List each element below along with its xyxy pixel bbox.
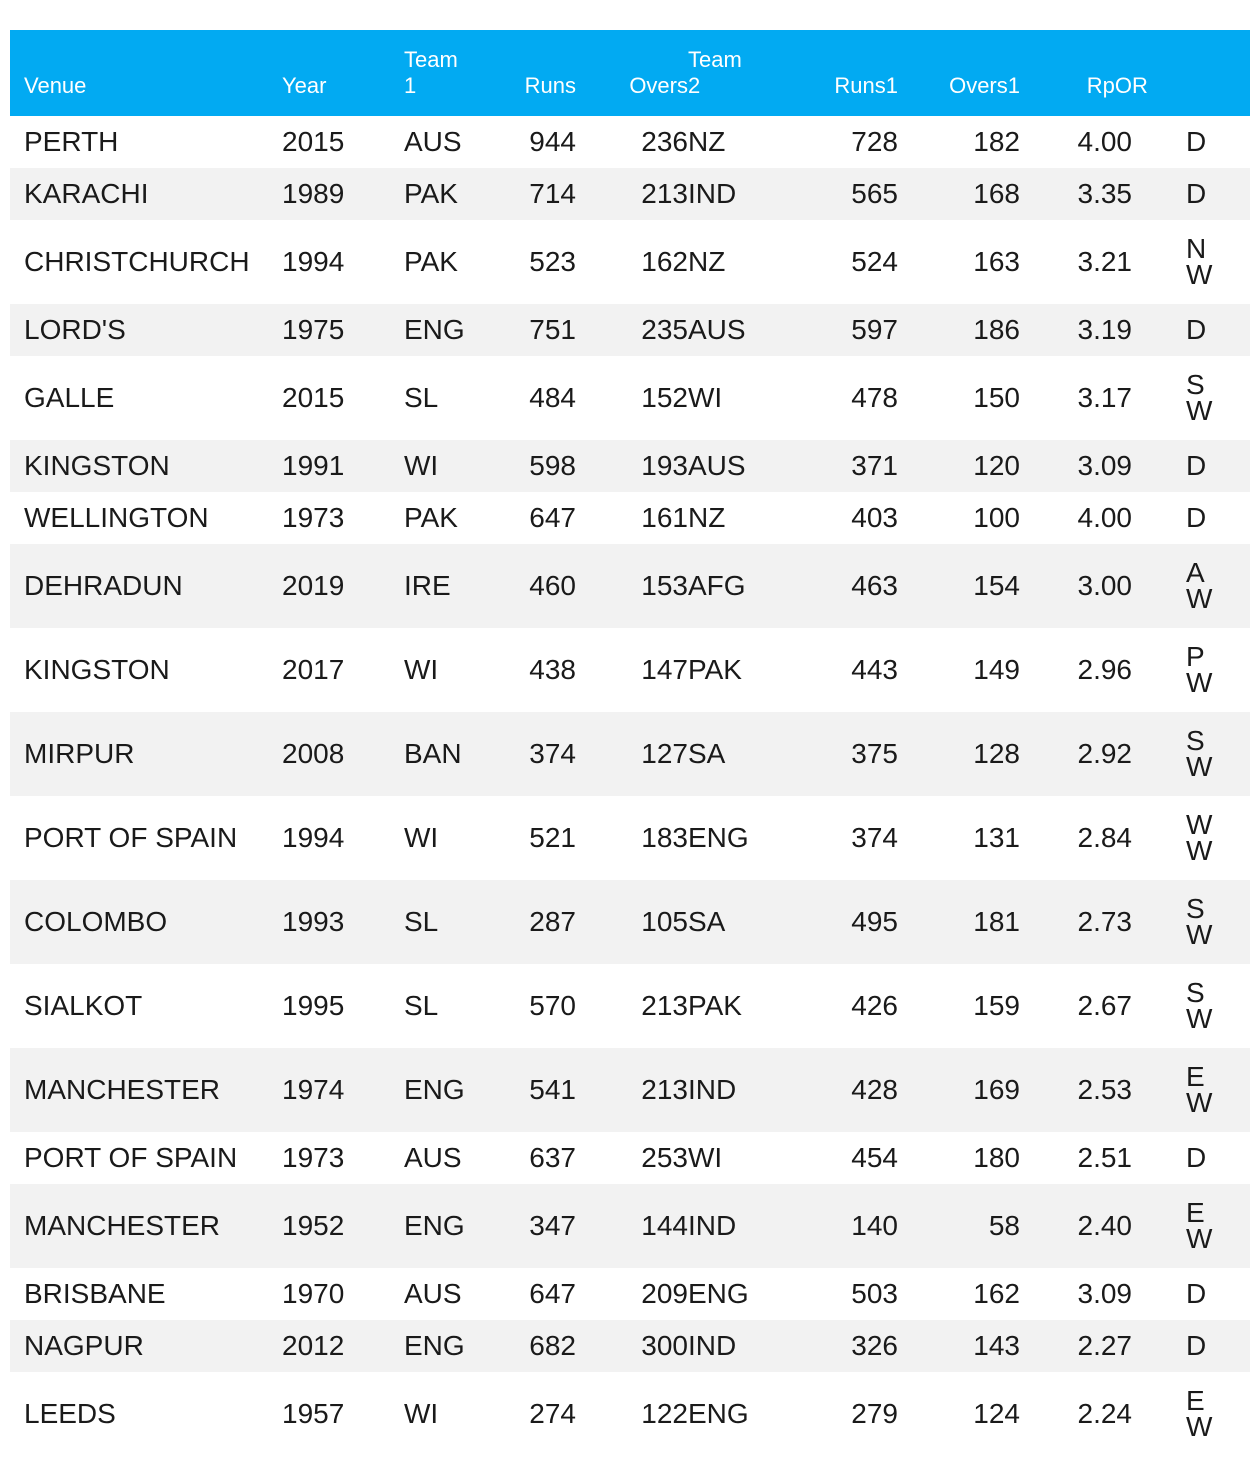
- result-text: W: [1186, 1003, 1213, 1034]
- table-cell-venue: LEEDS: [24, 1398, 116, 1429]
- table-cell-team1: PAK: [404, 246, 458, 277]
- result-text: D: [1186, 126, 1207, 157]
- table-cell-team1: AUS: [404, 1278, 462, 1309]
- table-cell-team1: SL: [404, 990, 439, 1021]
- table-cell-venue: LORD'S: [24, 314, 126, 345]
- table-row: [10, 1184, 1250, 1268]
- table-cell-overs1: 154: [973, 570, 1020, 601]
- table-cell-year: 1974: [282, 1074, 345, 1105]
- table-cell-year: 1989: [282, 178, 345, 209]
- table-cell-overs: 209: [641, 1278, 688, 1309]
- table-cell-result: [1132, 880, 1250, 964]
- table-cell-year: 1973: [282, 502, 345, 533]
- table-cell-overs1: 163: [973, 246, 1020, 277]
- table-cell-rpo: 3.09: [1077, 1278, 1132, 1309]
- table-cell-venue: WELLINGTON: [24, 502, 209, 533]
- table-cell-runs: 682: [529, 1330, 576, 1361]
- result-text: W: [1186, 259, 1213, 290]
- table-cell-overs: 183: [641, 822, 688, 853]
- table-cell-runs1: 326: [851, 1330, 898, 1361]
- table-cell-runs: 438: [529, 654, 576, 685]
- result-text: P: [1186, 641, 1205, 672]
- table-cell-rpo: 2.67: [1077, 990, 1132, 1021]
- table-cell-result: [1132, 1268, 1250, 1320]
- table-cell-overs: 144: [641, 1210, 688, 1241]
- table-cell-runs1: 428: [851, 1074, 898, 1105]
- table-cell-runs: 374: [529, 738, 576, 769]
- table-cell-venue: CHRISTCHURCH: [24, 246, 250, 277]
- column-header: Overs1: [949, 73, 1020, 98]
- table-cell-runs1: 728: [851, 126, 898, 157]
- table-cell-team2: NZ: [688, 502, 726, 533]
- result-text: W: [1186, 1411, 1213, 1442]
- table-cell-overs: 153: [641, 570, 688, 601]
- table-cell-runs1: 443: [851, 654, 898, 685]
- table-cell-overs1: 186: [973, 314, 1020, 345]
- table-cell-result: [1132, 1132, 1250, 1184]
- table-cell-overs1: 162: [973, 1278, 1020, 1309]
- table-row: [10, 492, 1250, 544]
- table-cell-team2: IND: [688, 1074, 737, 1105]
- table-cell-runs: 347: [529, 1210, 576, 1241]
- table-cell-rpo: 4.00: [1077, 502, 1132, 533]
- table-cell-team2: SA: [688, 738, 726, 769]
- table-cell-overs: 253: [641, 1142, 688, 1173]
- table-cell-result: [1132, 1320, 1250, 1372]
- table-cell-venue: PERTH: [24, 126, 119, 157]
- table-cell-overs: 147: [641, 654, 688, 685]
- table-cell-team2: AUS: [688, 450, 746, 481]
- result-text: D: [1186, 1330, 1207, 1361]
- table-cell-result: [1132, 1372, 1250, 1456]
- table-cell-overs: 127: [641, 738, 688, 769]
- result-text: N: [1186, 233, 1207, 264]
- table-row: [10, 1320, 1250, 1372]
- result-text: W: [1186, 809, 1213, 840]
- table-cell-team1: ENG: [404, 314, 465, 345]
- table-row: [10, 1268, 1250, 1320]
- table-cell-result: [1132, 1048, 1250, 1132]
- table-cell-runs: 637: [529, 1142, 576, 1173]
- table-cell-team1: WI: [404, 822, 439, 853]
- table-cell-result: [1132, 168, 1250, 220]
- table-cell-overs1: 159: [973, 990, 1020, 1021]
- table-cell-year: 1993: [282, 906, 345, 937]
- table-cell-venue: MANCHESTER: [24, 1074, 221, 1105]
- table-cell-runs1: 524: [851, 246, 898, 277]
- table-cell-venue: NAGPUR: [24, 1330, 144, 1361]
- table-cell-overs1: 149: [973, 654, 1020, 685]
- table-cell-venue: GALLE: [24, 382, 115, 413]
- table-cell-overs: 162: [641, 246, 688, 277]
- table-cell-rpo: 3.21: [1077, 246, 1132, 277]
- table-cell-overs1: 58: [988, 1210, 1020, 1241]
- result-text: S: [1186, 893, 1205, 924]
- table-cell-runs1: 403: [851, 502, 898, 533]
- table-cell-result: [1132, 116, 1250, 168]
- result-text: W: [1186, 835, 1213, 866]
- table-row: [10, 304, 1250, 356]
- table-cell-venue: COLOMBO: [24, 906, 168, 937]
- table-cell-year: 2015: [282, 382, 345, 413]
- table-body: [10, 116, 1250, 1456]
- result-text: E: [1186, 1385, 1205, 1416]
- result-text: E: [1186, 1061, 1205, 1092]
- table-cell-overs1: 181: [973, 906, 1020, 937]
- table-cell-rpo: 2.40: [1077, 1210, 1132, 1241]
- table-cell-team1: ENG: [404, 1210, 465, 1241]
- table-cell-venue: BRISBANE: [24, 1278, 166, 1309]
- table-cell-result: [1132, 304, 1250, 356]
- table-cell-year: 2015: [282, 126, 345, 157]
- table-cell-overs: 236: [641, 126, 688, 157]
- table-cell-result: [1132, 440, 1250, 492]
- table-cell-overs: 152: [641, 382, 688, 413]
- table-cell-overs1: 168: [973, 178, 1020, 209]
- table-cell-team2: IND: [688, 1210, 737, 1241]
- table-row: [10, 712, 1250, 796]
- result-text: W: [1186, 667, 1213, 698]
- table-cell-runs: 647: [529, 1278, 576, 1309]
- table-cell-year: 1995: [282, 990, 345, 1021]
- table-cell-result: [1132, 964, 1250, 1048]
- result-text: W: [1186, 1223, 1213, 1254]
- table-cell-runs1: 371: [851, 450, 898, 481]
- table-cell-team2: PAK: [688, 654, 742, 685]
- table-cell-overs1: 100: [973, 502, 1020, 533]
- table-cell-runs: 598: [529, 450, 576, 481]
- table-cell-overs1: 120: [973, 450, 1020, 481]
- table-cell-team2: NZ: [688, 126, 726, 157]
- table-cell-runs: 523: [529, 246, 576, 277]
- table-cell-runs: 484: [529, 382, 576, 413]
- table-cell-runs: 944: [529, 126, 576, 157]
- table-cell-year: 2019: [282, 570, 345, 601]
- result-text: D: [1186, 314, 1207, 345]
- table-cell-team2: NZ: [688, 246, 726, 277]
- column-header: Runs1: [834, 73, 898, 98]
- table-header: [10, 30, 1250, 116]
- result-text: D: [1186, 450, 1207, 481]
- table-cell-venue: KINGSTON: [24, 654, 170, 685]
- table-cell-team1: SL: [404, 382, 439, 413]
- table-row: [10, 964, 1250, 1048]
- table-cell-result: [1132, 356, 1250, 440]
- table-cell-runs1: 454: [851, 1142, 898, 1173]
- table-cell-venue: MANCHESTER: [24, 1210, 221, 1241]
- table-cell-runs1: 503: [851, 1278, 898, 1309]
- table-cell-overs1: 131: [973, 822, 1020, 853]
- table-cell-runs1: 463: [851, 570, 898, 601]
- table-cell-rpo: 3.35: [1077, 178, 1132, 209]
- table-cell-overs1: 180: [973, 1142, 1020, 1173]
- column-header: Year: [282, 73, 327, 98]
- table-cell-runs1: 374: [851, 822, 898, 853]
- table-cell-rpo: 2.73: [1077, 906, 1132, 937]
- table-cell-runs1: 140: [851, 1210, 898, 1241]
- table-cell-team1: ENG: [404, 1330, 465, 1361]
- table-cell-year: 1994: [282, 246, 345, 277]
- table-cell-rpo: 2.92: [1077, 738, 1132, 769]
- result-text: D: [1186, 1142, 1207, 1173]
- table-row: [10, 544, 1250, 628]
- table-cell-overs1: 150: [973, 382, 1020, 413]
- table-cell-team2: AFG: [688, 570, 746, 601]
- table-cell-team1: AUS: [404, 1142, 462, 1173]
- table-cell-result: [1132, 220, 1250, 304]
- result-text: E: [1186, 1197, 1205, 1228]
- result-text: D: [1186, 178, 1207, 209]
- result-text: D: [1186, 502, 1207, 533]
- column-header: Runs: [524, 73, 576, 98]
- table-cell-runs1: 565: [851, 178, 898, 209]
- table-cell-team2: WI: [688, 1142, 723, 1173]
- table-cell-overs: 193: [641, 450, 688, 481]
- result-text: W: [1186, 583, 1213, 614]
- result-text: W: [1186, 751, 1213, 782]
- table-cell-result: [1132, 1184, 1250, 1268]
- table-row: [10, 1372, 1250, 1456]
- table-row: [10, 1132, 1250, 1184]
- table-cell-rpo: 2.27: [1077, 1330, 1132, 1361]
- table-cell-team2: PAK: [688, 990, 742, 1021]
- table-cell-team2: IND: [688, 1330, 737, 1361]
- table-row: [10, 1048, 1250, 1132]
- table-cell-overs: 122: [641, 1398, 688, 1429]
- table-row: [10, 796, 1250, 880]
- table-cell-venue: PORT OF SPAIN: [24, 1142, 238, 1173]
- table-cell-result: [1132, 492, 1250, 544]
- table-cell-venue: MIRPUR: [24, 738, 135, 769]
- result-text: W: [1186, 1087, 1213, 1118]
- table-cell-rpo: 2.51: [1077, 1142, 1132, 1173]
- table-cell-team1: WI: [404, 450, 439, 481]
- table-cell-runs: 751: [529, 314, 576, 345]
- data-table: [10, 30, 1250, 1456]
- result-text: A: [1186, 557, 1205, 588]
- table-cell-overs: 300: [641, 1330, 688, 1361]
- result-text: S: [1186, 977, 1205, 1008]
- table-cell-runs: 274: [529, 1398, 576, 1429]
- table-cell-venue: SIALKOT: [24, 990, 143, 1021]
- table-cell-result: [1132, 796, 1250, 880]
- table-cell-overs: 213: [641, 1074, 688, 1105]
- table-cell-venue: KARACHI: [24, 178, 149, 209]
- table-row: [10, 168, 1250, 220]
- table-cell-team2: AUS: [688, 314, 746, 345]
- column-header: Team 1: [404, 47, 458, 98]
- table-cell-team2: IND: [688, 178, 737, 209]
- table-cell-rpo: 3.19: [1077, 314, 1132, 345]
- table-cell-year: 1975: [282, 314, 345, 345]
- table-cell-runs: 541: [529, 1074, 576, 1105]
- result-text: D: [1186, 1278, 1207, 1309]
- table-cell-result: [1132, 628, 1250, 712]
- column-header: Team 2: [688, 47, 742, 98]
- table-cell-runs1: 478: [851, 382, 898, 413]
- table-cell-team1: SL: [404, 906, 439, 937]
- table-cell-year: 2008: [282, 738, 345, 769]
- header-row: [10, 30, 1250, 116]
- result-text: S: [1186, 725, 1205, 756]
- table-cell-team2: ENG: [688, 1398, 749, 1429]
- table-cell-overs1: 169: [973, 1074, 1020, 1105]
- table-cell-year: 2017: [282, 654, 345, 685]
- table-cell-team2: WI: [688, 382, 723, 413]
- table-cell-runs1: 426: [851, 990, 898, 1021]
- table-cell-overs: 235: [641, 314, 688, 345]
- table-cell-venue: KINGSTON: [24, 450, 170, 481]
- table-cell-overs1: 182: [973, 126, 1020, 157]
- table-cell-year: 1952: [282, 1210, 345, 1241]
- table-cell-venue: DEHRADUN: [24, 570, 183, 601]
- table-cell-overs: 105: [641, 906, 688, 937]
- table-row: [10, 220, 1250, 304]
- table-cell-runs1: 597: [851, 314, 898, 345]
- table-cell-rpo: 2.84: [1077, 822, 1132, 853]
- table-cell-runs: 287: [529, 906, 576, 937]
- table-cell-team1: PAK: [404, 502, 458, 533]
- table-cell-team1: IRE: [404, 570, 451, 601]
- table-cell-overs1: 128: [973, 738, 1020, 769]
- table-cell-result: [1132, 712, 1250, 796]
- table-cell-overs: 213: [641, 178, 688, 209]
- table-cell-team1: BAN: [404, 738, 462, 769]
- column-header: R: [1132, 73, 1148, 98]
- result-text: S: [1186, 369, 1205, 400]
- table-row: [10, 628, 1250, 712]
- table-cell-runs: 460: [529, 570, 576, 601]
- table-cell-year: 1994: [282, 822, 345, 853]
- table-cell-overs: 161: [641, 502, 688, 533]
- table-cell-year: 1970: [282, 1278, 345, 1309]
- column-header: Overs: [629, 73, 688, 98]
- table-cell-team1: ENG: [404, 1074, 465, 1105]
- table-cell-rpo: 3.09: [1077, 450, 1132, 481]
- table-row: [10, 116, 1250, 168]
- table-cell-year: 1991: [282, 450, 345, 481]
- table-cell-result: [1132, 544, 1250, 628]
- table-cell-rpo: 3.17: [1077, 382, 1132, 413]
- table-cell-team2: SA: [688, 906, 726, 937]
- table-row: [10, 356, 1250, 440]
- column-header: RpO: [1086, 73, 1132, 98]
- table-cell-overs1: 143: [973, 1330, 1020, 1361]
- table-cell-rpo: 2.96: [1077, 654, 1132, 685]
- table-cell-venue: PORT OF SPAIN: [24, 822, 238, 853]
- table-cell-runs: 647: [529, 502, 576, 533]
- data-table-container: [10, 30, 1213, 1456]
- table-cell-runs1: 279: [851, 1398, 898, 1429]
- table-cell-team1: PAK: [404, 178, 458, 209]
- table-cell-year: 1973: [282, 1142, 345, 1173]
- table-cell-rpo: 2.24: [1077, 1398, 1132, 1429]
- table-cell-team1: WI: [404, 1398, 439, 1429]
- result-text: W: [1186, 919, 1213, 950]
- table-cell-team1: AUS: [404, 126, 462, 157]
- table-cell-team2: ENG: [688, 822, 749, 853]
- table-cell-year: 1957: [282, 1398, 345, 1429]
- table-cell-runs1: 375: [851, 738, 898, 769]
- table-cell-overs: 213: [641, 990, 688, 1021]
- table-row: [10, 440, 1250, 492]
- table-cell-rpo: 4.00: [1077, 126, 1132, 157]
- table-cell-runs: 714: [529, 178, 576, 209]
- table-cell-rpo: 3.00: [1077, 570, 1132, 601]
- table-cell-runs: 570: [529, 990, 576, 1021]
- table-cell-runs: 521: [529, 822, 576, 853]
- table-cell-overs1: 124: [973, 1398, 1020, 1429]
- column-header: Venue: [24, 73, 87, 98]
- table-cell-year: 2012: [282, 1330, 345, 1361]
- table-cell-rpo: 2.53: [1077, 1074, 1132, 1105]
- result-text: W: [1186, 395, 1213, 426]
- table-cell-team1: WI: [404, 654, 439, 685]
- table-cell-runs1: 495: [851, 906, 898, 937]
- table-row: [10, 880, 1250, 964]
- table-cell-team2: ENG: [688, 1278, 749, 1309]
